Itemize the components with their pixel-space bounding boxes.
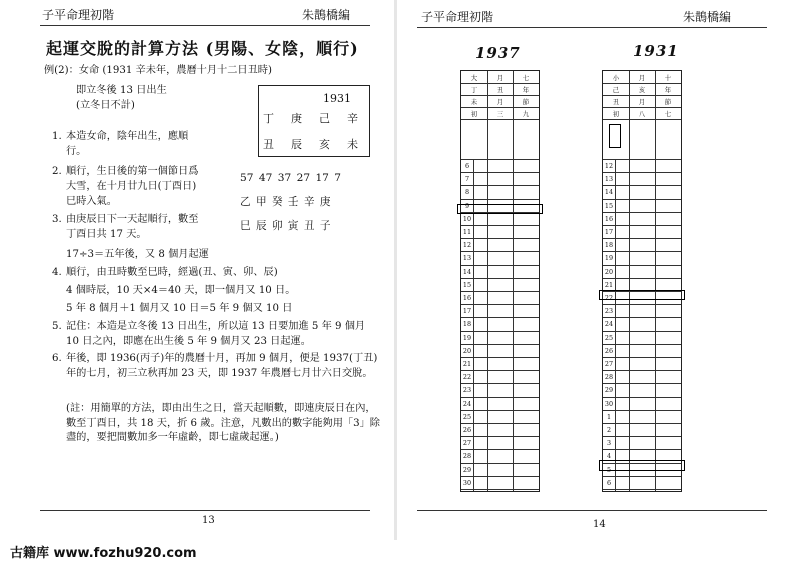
bazi-stem: 丁 (263, 112, 274, 125)
born-line-1: 即立冬後 13 日出生 (76, 85, 167, 96)
bazi-branch: 亥 (319, 138, 330, 151)
right-footer-rule (417, 510, 767, 511)
almanac-header-cell: 月 (496, 74, 504, 82)
almanac-header-cell: 初 (612, 110, 620, 118)
calc-line: 4 個時辰，10 天×4＝40 天，即一個月又 10 日。 (66, 285, 296, 296)
page-number: 13 (202, 515, 215, 526)
almanac-header-cell: 亥 (638, 86, 646, 94)
almanac-header-cell: 初 (470, 110, 478, 118)
table-rule (615, 159, 616, 491)
almanac-day-cell: 23 (604, 307, 614, 316)
almanac-day-cell: 14 (462, 267, 472, 276)
highlight-box (609, 124, 621, 148)
step-text: 順行，由丑時數至巳時，經過(丑、寅、卯、辰) (66, 267, 278, 278)
almanac-day-cell: 16 (462, 294, 472, 302)
almanac-header-cell: 三 (496, 110, 504, 118)
almanac-day-cell: 7 (464, 175, 470, 184)
almanac-header-cell: 九 (522, 110, 530, 118)
almanac-header-cell: 年 (522, 86, 530, 94)
bazi-stem: 己 (319, 112, 330, 125)
table-rule (461, 95, 539, 96)
almanac-day-cell: 27 (604, 360, 614, 368)
almanac-day-cell: 30 (604, 399, 614, 408)
almanac-day-cell: 6 (606, 478, 612, 487)
almanac-header-cell: 月 (638, 74, 646, 82)
table-rule (461, 119, 539, 120)
watermark: 古籍库 www.fozhu920.com (10, 546, 197, 561)
almanac-day-cell: 25 (462, 412, 472, 421)
dayun-branches: 巳 辰 卯 寅 丑 子 (240, 220, 331, 232)
step-text: 巳時入氣。 (66, 196, 117, 207)
right-header-rule (417, 27, 767, 28)
table-rule (461, 107, 539, 108)
right-header-book: 子平命理初階 (421, 10, 494, 24)
dayun-stems: 乙 甲 癸 壬 辛 庚 (240, 196, 331, 208)
left-page (0, 0, 396, 535)
almanac-day-cell: 11 (462, 228, 472, 236)
almanac-day-cell: 21 (604, 280, 614, 289)
calc-line: 17÷3＝五年後，又 8 個月起運 (66, 249, 209, 260)
almanac-day-cell: 19 (462, 333, 472, 342)
almanac-day-cell: 27 (462, 439, 472, 448)
table-rule (629, 71, 630, 491)
almanac-day-cell: 13 (604, 175, 614, 184)
almanac-header-cell: 丁 (470, 86, 478, 94)
step-text: 順行，生日後的第一個節日爲 (66, 166, 199, 177)
example-line: 例(2)：女命 (1931 辛未年，農曆十月十二日丑時) (44, 65, 272, 76)
almanac-day-cell: 1 (606, 412, 612, 421)
almanac-day-cell: 14 (604, 188, 614, 197)
step-text: 本造女命，陰年出生，應順 (66, 131, 189, 142)
step-text: 年後，即 1936(丙子)年的農曆十月，再加 9 個月，便是 1937(丁丑)年的七月，初三立秋再加 23 天，即 1937 年農曆七月廿六日交脫。 (66, 353, 378, 379)
handwritten-year: 1931 (633, 42, 679, 60)
almanac-day-cell: 30 (462, 478, 472, 487)
almanac-day-cell: 26 (462, 426, 472, 434)
left-footer-rule (40, 510, 370, 511)
bazi-branch: 未 (347, 138, 358, 151)
almanac-header-cell: 未 (470, 98, 478, 106)
almanac-day-cell: 9 (464, 201, 470, 210)
step-number: 2. (52, 166, 62, 177)
almanac-table-left (460, 70, 540, 492)
almanac-header-cell: 大 (470, 74, 478, 82)
table-rule (655, 71, 656, 491)
almanac-day-cell: 28 (604, 373, 614, 382)
almanac-day-cell: 12 (462, 241, 472, 250)
almanac-day-cell: 22 (462, 373, 472, 382)
almanac-header-cell: 十 (664, 74, 672, 82)
step-number: 3. (52, 214, 62, 225)
bazi-year: 1931 (323, 92, 351, 105)
bazi-stem: 庚 (291, 112, 302, 125)
almanac-day-cell: 18 (604, 241, 614, 250)
almanac-day-cell: 24 (604, 320, 614, 329)
handwritten-year: 1937 (475, 44, 521, 62)
almanac-day-cell: 12 (604, 162, 614, 170)
step-number: 5. (52, 321, 62, 332)
almanac-day-cell: 29 (462, 465, 472, 474)
step-text: 大雪，在十月廿九日(丁酉日) (66, 181, 197, 192)
step-text: 丁酉日共 17 天。 (66, 229, 147, 240)
almanac-day-cell: 26 (604, 346, 614, 355)
bazi-box (258, 85, 370, 157)
step-text: 行。 (66, 146, 87, 157)
almanac-day-cell: 3 (606, 439, 612, 448)
step-text: 記住：本造是立冬後 13 日出生，所以這 13 日要加進 5 年 9 個月 10 日之內，即應在出生後 5 年 9 個月又 23 日起運。 (66, 321, 366, 347)
almanac-header-cell: 節 (522, 98, 530, 106)
highlight-box (599, 460, 685, 471)
almanac-header-cell: 七 (522, 74, 530, 82)
highlight-box (457, 201, 543, 214)
table-rule (603, 107, 681, 108)
almanac-day-cell: 15 (462, 280, 472, 289)
dayun-ages: 57 47 37 27 17 7 (240, 172, 342, 184)
almanac-day-cell: 18 (462, 320, 472, 329)
almanac-header-cell: 七 (664, 110, 672, 118)
almanac-header-cell: 年 (664, 86, 672, 94)
almanac-day-cell: 21 (462, 360, 472, 368)
calc-line: 5 年 8 個月＋1 個月又 10 日＝5 年 9 個又 10 日 (66, 303, 293, 314)
page-title: 起運交脫的計算方法 (男陽、女陰，順行) (46, 39, 359, 58)
almanac-header-cell: 丑 (496, 86, 504, 94)
almanac-day-cell: 20 (462, 346, 472, 355)
right-page (397, 0, 793, 535)
almanac-header-cell: 月 (638, 98, 646, 106)
almanac-header-cell: 小 (612, 74, 620, 82)
step-number: 6. (52, 353, 62, 364)
almanac-header-cell: 丑 (612, 98, 620, 106)
table-rule (461, 83, 539, 84)
almanac-day-cell: 16 (604, 214, 614, 223)
almanac-day-cell: 20 (604, 267, 614, 276)
note-text: (註：用簡單的方法，即由出生之日，當天起順數，即連庚辰日在內，數至丁酉日，共 18 天，折 6 歲。注意，凡數出的數字能夠用「3」除盡的，要把間數加多一年虛齡，即七虛歲起運。) (66, 403, 380, 443)
almanac-day-cell: 15 (604, 201, 614, 210)
step-number: 4. (52, 267, 62, 278)
almanac-day-cell: 24 (462, 399, 472, 408)
bazi-branch: 丑 (263, 138, 274, 151)
almanac-day-cell: 8 (464, 188, 470, 197)
bazi-branch: 辰 (291, 138, 302, 151)
table-rule (603, 83, 681, 84)
almanac-day-cell: 13 (462, 254, 472, 263)
almanac-day-cell: 19 (604, 254, 614, 263)
step-text: 由庚辰日下一天起順行，數至 (66, 214, 199, 225)
table-rule (487, 71, 488, 491)
page-number: 14 (593, 519, 606, 530)
almanac-day-cell: 10 (462, 214, 472, 223)
left-header-author: 朱鵲橋編 (302, 8, 351, 22)
bazi-stem: 辛 (347, 112, 358, 125)
almanac-day-cell: 5 (606, 465, 612, 474)
left-header-book: 子平命理初階 (42, 8, 115, 22)
almanac-day-cell: 29 (604, 386, 614, 395)
almanac-header-cell: 月 (496, 98, 504, 106)
left-header-rule (40, 25, 370, 26)
table-rule (603, 95, 681, 96)
almanac-header-cell: 節 (664, 98, 672, 106)
almanac-day-cell: 17 (462, 307, 472, 316)
almanac-day-cell: 28 (462, 452, 472, 461)
almanac-day-cell: 23 (462, 386, 472, 395)
almanac-day-cell: 4 (606, 452, 612, 461)
almanac-header-cell: 己 (612, 86, 620, 94)
born-line-2: (立冬日不計) (76, 100, 135, 111)
almanac-day-cell: 22 (604, 294, 614, 302)
almanac-day-cell: 2 (606, 426, 612, 434)
table-rule (513, 71, 514, 491)
step-number: 1. (52, 131, 62, 142)
almanac-day-cell: 25 (604, 333, 614, 342)
almanac-day-cell: 6 (464, 162, 470, 170)
almanac-day-cell: 17 (604, 228, 614, 236)
table-rule (603, 119, 681, 120)
right-header-author: 朱鵲橋編 (683, 10, 732, 24)
highlight-box (599, 290, 685, 300)
almanac-header-cell: 八 (638, 110, 646, 118)
